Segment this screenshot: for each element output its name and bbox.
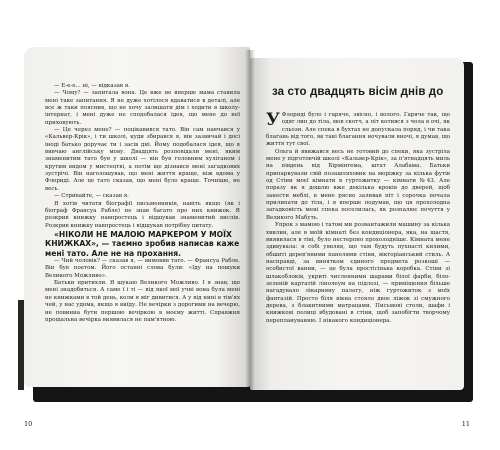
- paragraph-with-drop-cap: [266, 112, 450, 149]
- paragraph: — Стривайте, — сказав я.: [54, 193, 129, 200]
- left-page: [24, 47, 250, 387]
- drop-cap: У: [266, 110, 280, 130]
- paragraph-text: Флориді було і гаряче, звісно, і волого. Гаряче так, що одяг лип до тіла, мов скотч, а піт котився з чола в очі, як сльози. Але спека в бухтах не допускала поряд, і чи така благань від того, як такі благання ночували вночі, я думав, що життя тут свої.: [266, 112, 450, 148]
- page-number-left: 10: [24, 420, 33, 428]
- paragraph: — Чому? — запитала вона. Це вже не вперше мама ставила мені таке запитання. Я не дуже хотілося вдаватися в деталі, але все ж таки пояснив, що не хочу залишати дім і ходити в школу-інтернат, і мені дуже не сподобалася ідея, що мене до неї приховують.: [45, 90, 240, 126]
- paragraph: — Це через мене? — поцікавився тато. Він сам навчався у «Кальвер-Крік», і ти школі, куди збирався я, він зазвичай і досі іноді батько доручає ти і засів дні. Йому подобалася ідея, що я вивчаю англійську мову. Двадцять розповідали мені, яким знаменитим тато був у школі — він був головним хуліганом і крутим видом у мистецтві, а потім ще дізнався мені загадкових зустрічі. Він наголошував, що мені життя краще, ніж вдома у Флориді. Але це тато сказав, що мені було краще. Точніше, не весь.: [45, 127, 240, 192]
- paragraph: Батьки притихли. Я шукаю Великого Можливо. І я знав, що мені знадобиться. А саме ї і ті — від якої мої учні вона була мені не книжками в той день, коли я міг дивитися. А у від нині в тім'ях чей, у нас удома, якщо я виїду. Не вечірки з дорогими на вечерю, не повинна бути першою вечіркою в моєму житті. Справжня прощальна вечірка виявилася не пам'ятною.: [45, 280, 240, 323]
- paragraph: Упрок з мамою і татом ми розвантажили машину за кілька хвилин, але в моїй кімнаті без кондиціонера, яка, на щастя, виявилася в тіні, було нестерпно прохолодніше. Кімната мене здивувала: я собі уявляв, що там будуть пухнасті килими, обшиті дерев'яними панелями стіни, вікторіанський стиль. А насправді, за винятком єдиного предмета розкоші — особистої ванни, — це була простісінька коробка. Стіни зі шлакоблоків, укриті численними шарами білої фарби, біло-зеленій картатій лінолеум на підлозі, — приміщення більше нагадувало лікарняну палату, ніж гуртожиток з моїх фантазій. Просто біля вікна стояло двоє ліжок зі смужного дерева, з блакитними матрацами. Письмові столи, шафи і книжкові полиці вбудовані в стіни, щоб запобігти творчому переплануванню. І нікакого кондиціонера.: [266, 222, 450, 324]
- paragraph: Ольга й ввижався весь не готовий до спеки, яка зустріла мене у підготовчій школі «Кальвер-Крік», за п'ятнадцять миль на південь від Бірмінгема, штат Алабама. Батьки припаркували свій позашляховик на моріжку за кілька футів од Стіни моєї кімнати в гуртожитку — кімнати №43. Але поразу як я дошлю вже декілька кроків до дверей, щоб занести меблі, в мене рясно заливав піт і сорочка почала прилипати до тіла, і я вперше подумав, що ця прохолодна загадковість мені спека поселилась, як розпалює почуття у Великого Мабуть.: [266, 148, 450, 221]
- book-gutter: [245, 50, 255, 390]
- paragraph: — Чий чоловік? — сказав я, — вимовив тато. — Франсуа Рабле. Він був поетом. Його останні слова були: «Іду на пошуки Великого Можливо».: [45, 258, 240, 279]
- page-number-right: 11: [461, 420, 470, 428]
- right-page: [250, 58, 464, 390]
- paragraph: — Е-е-е... ні, — відказав я.: [54, 83, 130, 89]
- right-page-text: [266, 112, 450, 325]
- left-page-text: [45, 83, 240, 324]
- chapter-title: за сто двадцять вісім днів до: [272, 86, 444, 98]
- paragraph: Я хотів читати біографії письменників, навіть якщо (як і біограф Франсуа Рабле) не знав багато про них книжок. Я розкрив книжку навпростець і відшукав знаменитий вислів. Розкрив книжку навпростець і відшукав потрібну цитату.: [45, 200, 240, 229]
- quote-paragraph: «НІКОЛИ НЕ МАЛОЮ МАРКЕРОМ У МОЇХ КНИЖКАХ», — таємно зробив написав каже мені тато. Але не на прохання.: [45, 229, 240, 258]
